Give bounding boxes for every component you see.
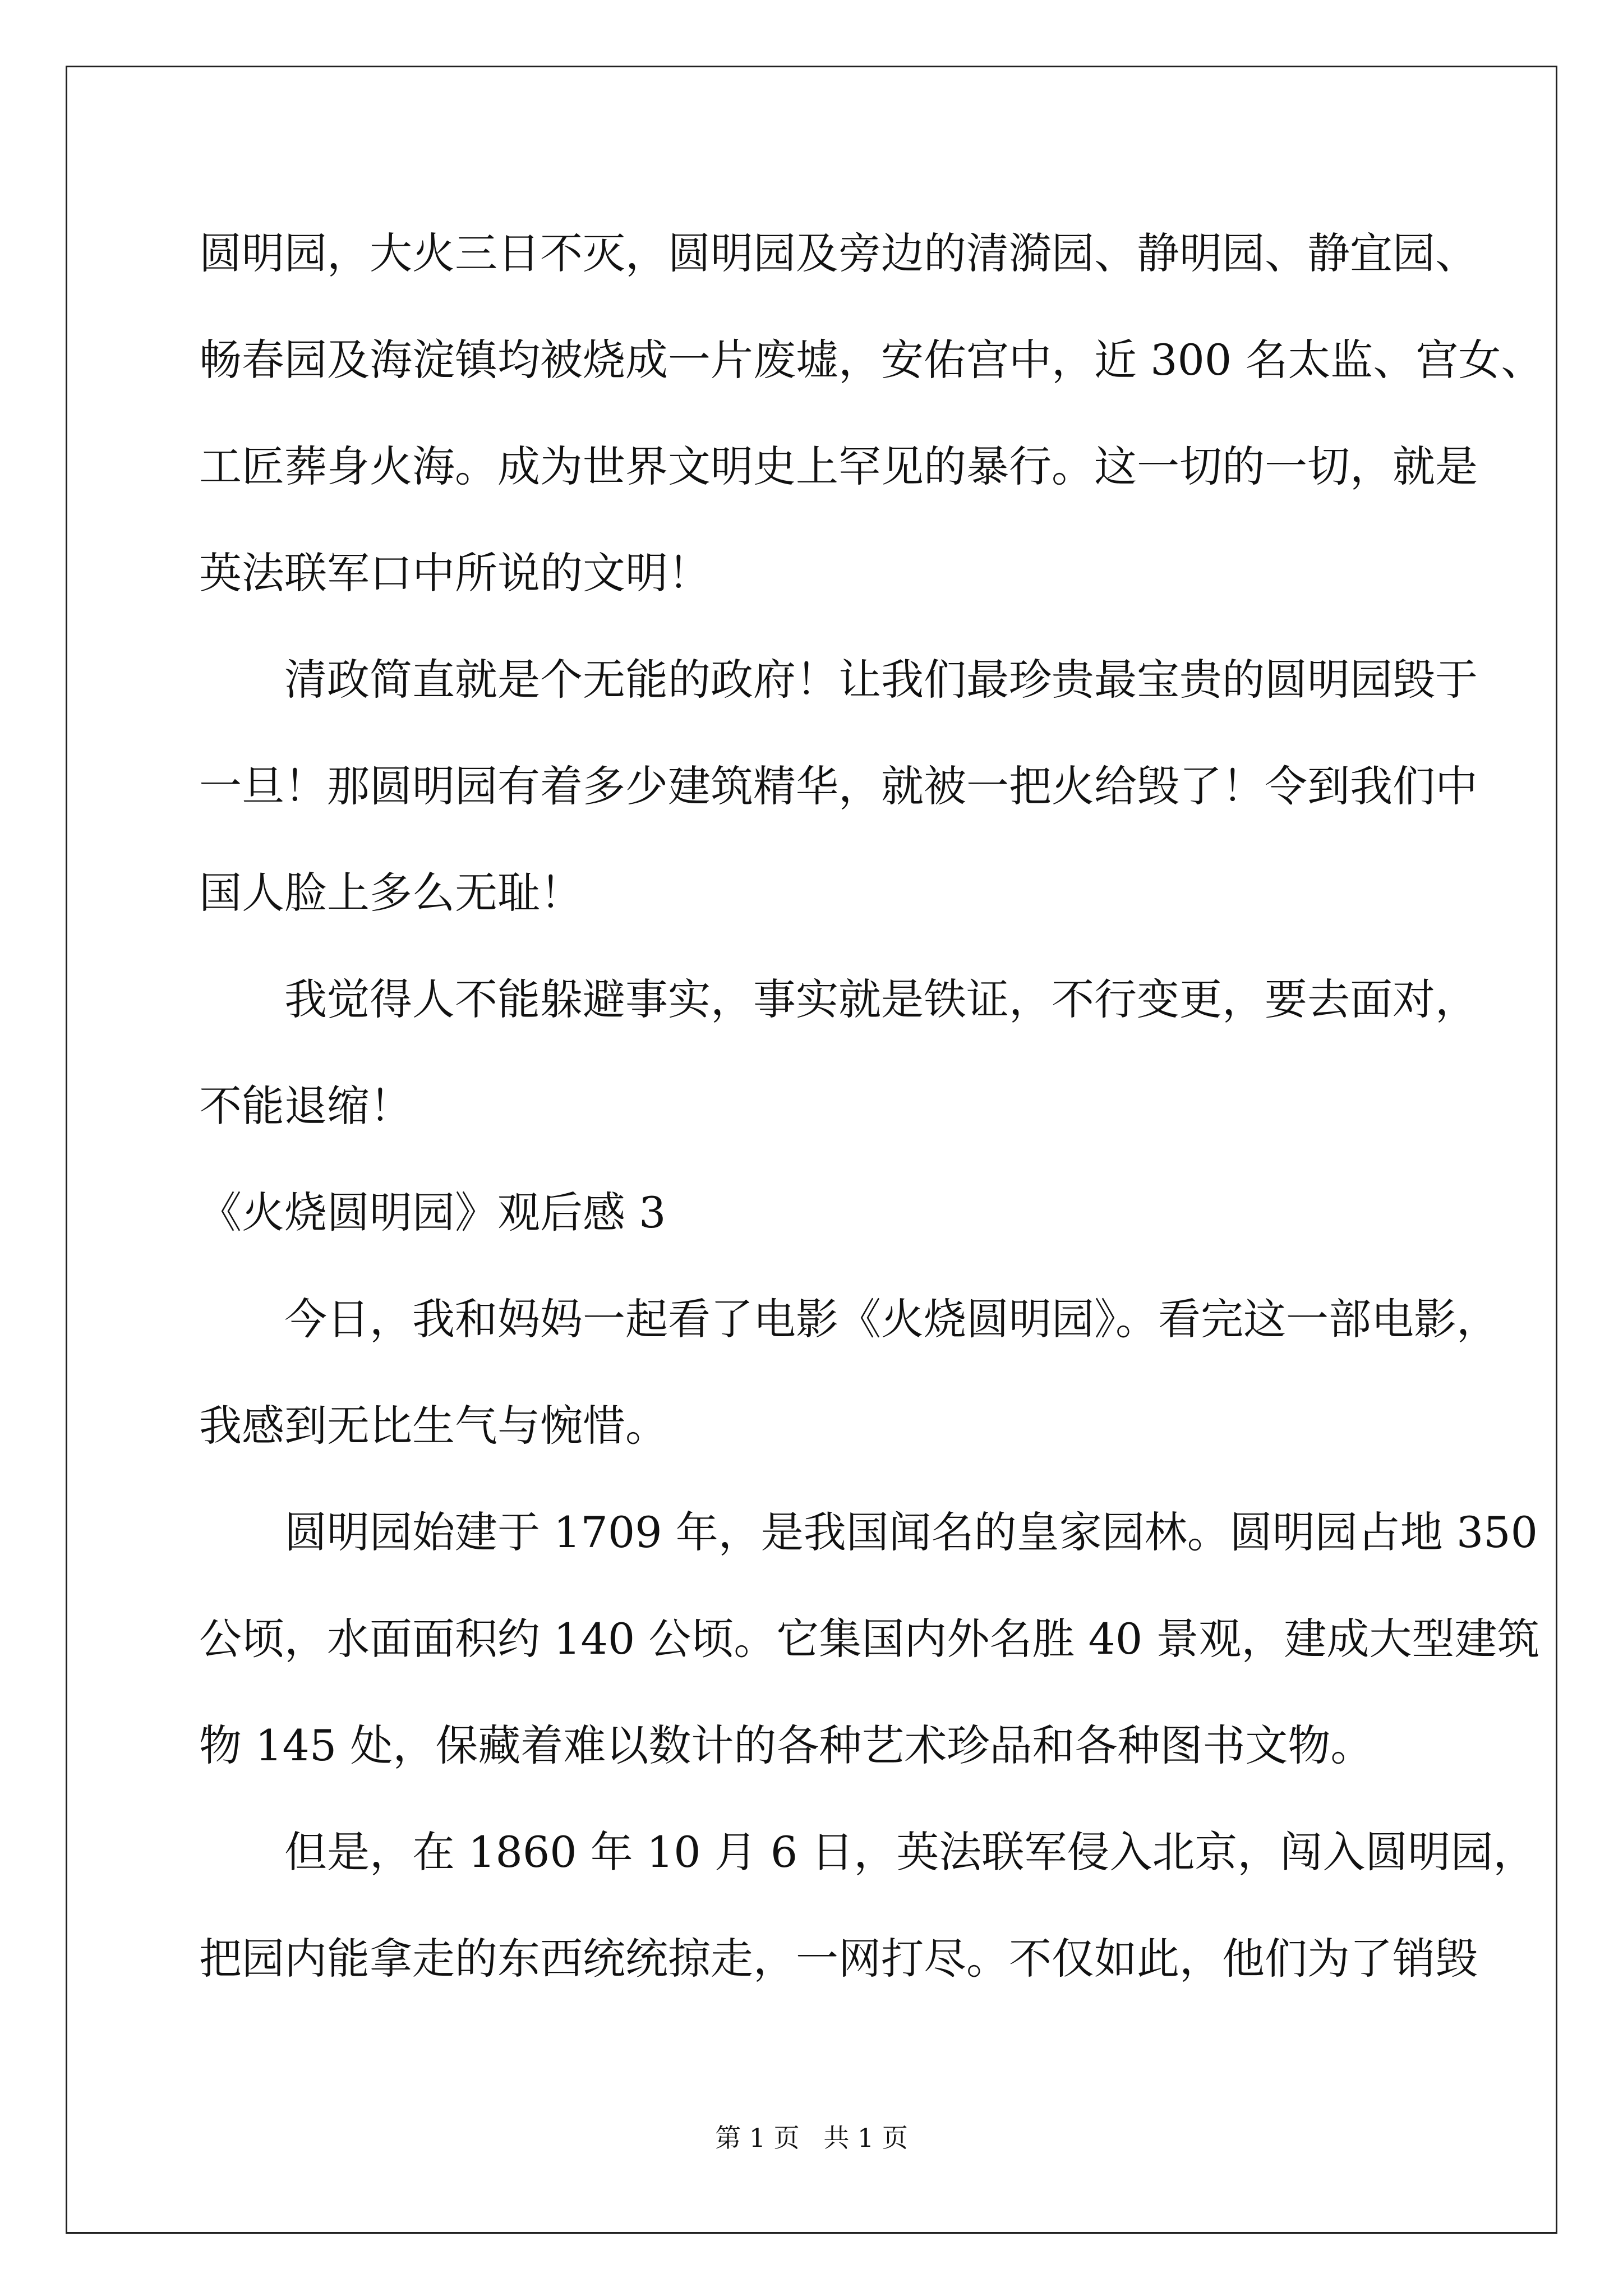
section-heading: 《火烧圆明园》观后感 3 [199,1188,666,1237]
text-line: 不能退缩！ [199,1081,412,1131]
page-total: 共 1 页 [823,2123,908,2153]
text-line: 一旦！那圆明园有着多少建筑精华，就被一把火给毁了！令到我们中 [199,761,1478,811]
text-line: 圆明园，大火三日不灭，圆明园及旁边的清漪园、静明园、静宜园、 [199,228,1478,278]
text-line: 国人脸上多么无耻！ [199,868,583,918]
page-number: 第 1 页 [715,2123,800,2153]
text-line: 畅春园及海淀镇均被烧成一片废墟，安佑宫中，近 300 名太监、宫女、 [199,335,1544,385]
paragraph-start-line: 圆明园始建于 1709 年，是我国闻名的皇家园林。圆明园占地 350 [284,1507,1538,1557]
page-footer [0,2118,1623,2155]
text-line: 我感到无比生气与惋惜。 [199,1401,668,1451]
text-line: 英法联军口中所说的文明！ [199,548,711,598]
paragraph-start-line: 今日，我和妈妈一起看了电影《火烧圆明园》。看完这一部电影， [284,1294,1499,1344]
text-line: 把园内能拿走的东西统统掠走，一网打尽。不仅如此，他们为了销毁 [199,1934,1478,1984]
paragraph-start-line: 但是，在 1860 年 10 月 6 日，英法联军侵入北京，闯入圆明园， [284,1827,1536,1877]
document-body [199,200,1544,2012]
text-line: 工匠葬身火海。成为世界文明史上罕见的暴行。这一切的一切，就是 [199,441,1478,491]
paragraph-start-line: 我觉得人不能躲避事实，事实就是铁证，不行变更，要去面对， [284,974,1478,1024]
text-line: 物 145 处，保藏着难以数计的各种艺术珍品和各种图书文物。 [199,1720,1373,1770]
paragraph-start-line: 清政简直就是个无能的政府！让我们最珍贵最宝贵的圆明园毁于 [284,655,1478,705]
text-line: 公顷，水面面积约 140 公顷。它集国内外名胜 40 景观，建成大型建筑 [199,1614,1540,1664]
